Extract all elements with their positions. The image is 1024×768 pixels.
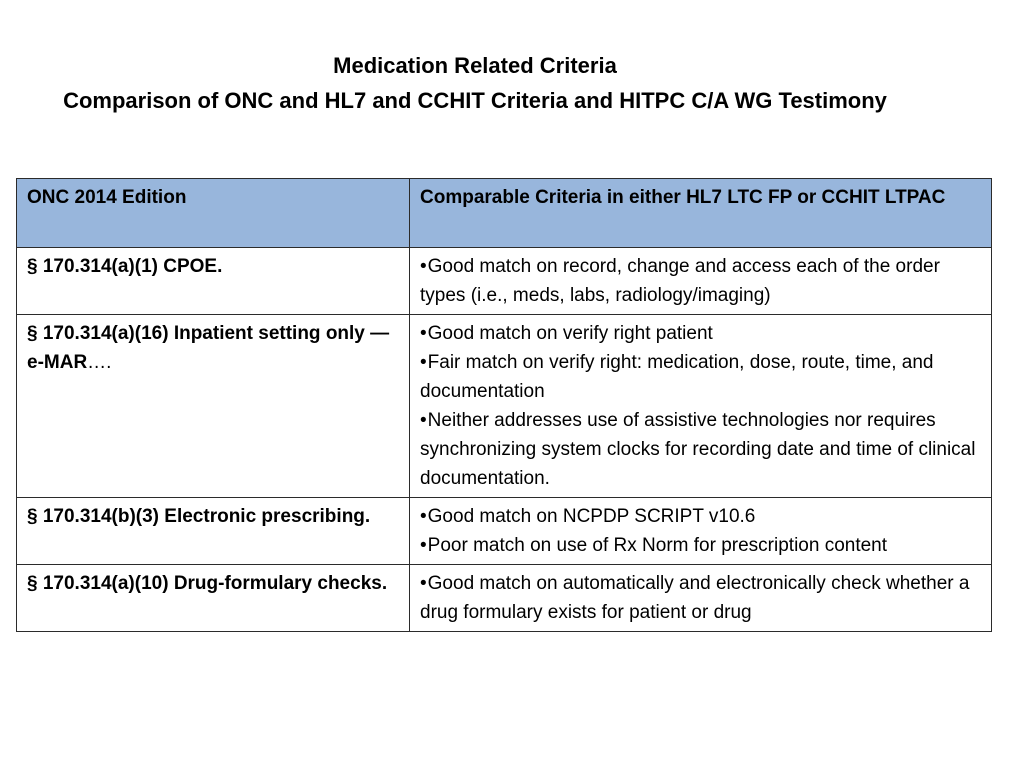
bullet-icon: • xyxy=(420,410,427,431)
bullet-text: Poor match on use of Rx Norm for prescription content xyxy=(427,535,888,556)
comparison-bullet-item xyxy=(420,502,981,531)
table-row xyxy=(17,315,992,498)
bullet-icon: • xyxy=(420,256,427,277)
bullet-text: Fair match on verify right: medication, dose, route, time, and documentation xyxy=(420,352,934,402)
comparison-bullet-list xyxy=(420,252,981,310)
bullet-text: Good match on verify right patient xyxy=(427,323,713,344)
bullet-text: Good match on record, change and access each of the order types (i.e., meds, labs, radiology/imaging) xyxy=(420,256,940,306)
slide-title xyxy=(0,48,950,118)
criterion-cell xyxy=(17,565,410,632)
comparison-bullet-item xyxy=(420,348,981,406)
table-row xyxy=(17,565,992,632)
bullet-icon: • xyxy=(420,323,427,344)
bullet-icon: • xyxy=(420,573,427,594)
comparison-cell xyxy=(410,565,992,632)
header-comparable-criteria: Comparable Criteria in either HL7 LTC FP or CCHIT LTPAC xyxy=(410,179,992,248)
bullet-icon: • xyxy=(420,535,427,556)
title-line-1: Medication Related Criteria xyxy=(333,53,617,78)
criterion-text: § 170.314(b)(3) Electronic prescribing. xyxy=(27,506,371,527)
bullet-text: Good match on automatically and electronically check whether a drug formulary exists for patient or drug xyxy=(420,573,970,623)
comparison-bullet-list xyxy=(420,502,981,560)
comparison-cell xyxy=(410,498,992,565)
criterion-suffix: …. xyxy=(87,352,112,373)
comparison-cell xyxy=(410,315,992,498)
criterion-text: § 170.314(a)(10) Drug-formulary checks. xyxy=(27,573,388,594)
comparison-bullet-list xyxy=(420,319,981,493)
table-row xyxy=(17,248,992,315)
criterion-cell xyxy=(17,315,410,498)
comparison-cell xyxy=(410,248,992,315)
comparison-bullet-item xyxy=(420,319,981,348)
title-line-2: Comparison of ONC and HL7 and CCHIT Criteria and HITPC C/A WG Testimony xyxy=(63,88,887,113)
criterion-cell xyxy=(17,248,410,315)
comparison-bullet-item xyxy=(420,406,981,493)
criteria-comparison-table xyxy=(16,178,992,632)
comparison-bullet-list xyxy=(420,569,981,627)
comparison-bullet-item xyxy=(420,531,981,560)
table-header-row xyxy=(17,179,992,248)
bullet-text: Neither addresses use of assistive technologies nor requires synchronizing system clocks for recording date and time of clinical documentation. xyxy=(420,410,976,489)
comparison-bullet-item xyxy=(420,252,981,310)
header-onc-edition: ONC 2014 Edition xyxy=(17,179,410,248)
bullet-icon: • xyxy=(420,352,427,373)
criterion-text: § 170.314(a)(16) Inpatient setting only — e-MAR xyxy=(27,323,390,373)
criterion-cell xyxy=(17,498,410,565)
comparison-bullet-item xyxy=(420,569,981,627)
bullet-icon: • xyxy=(420,506,427,527)
criterion-text: § 170.314(a)(1) CPOE. xyxy=(27,256,223,277)
table-row xyxy=(17,498,992,565)
bullet-text: Good match on NCPDP SCRIPT v10.6 xyxy=(427,506,756,527)
